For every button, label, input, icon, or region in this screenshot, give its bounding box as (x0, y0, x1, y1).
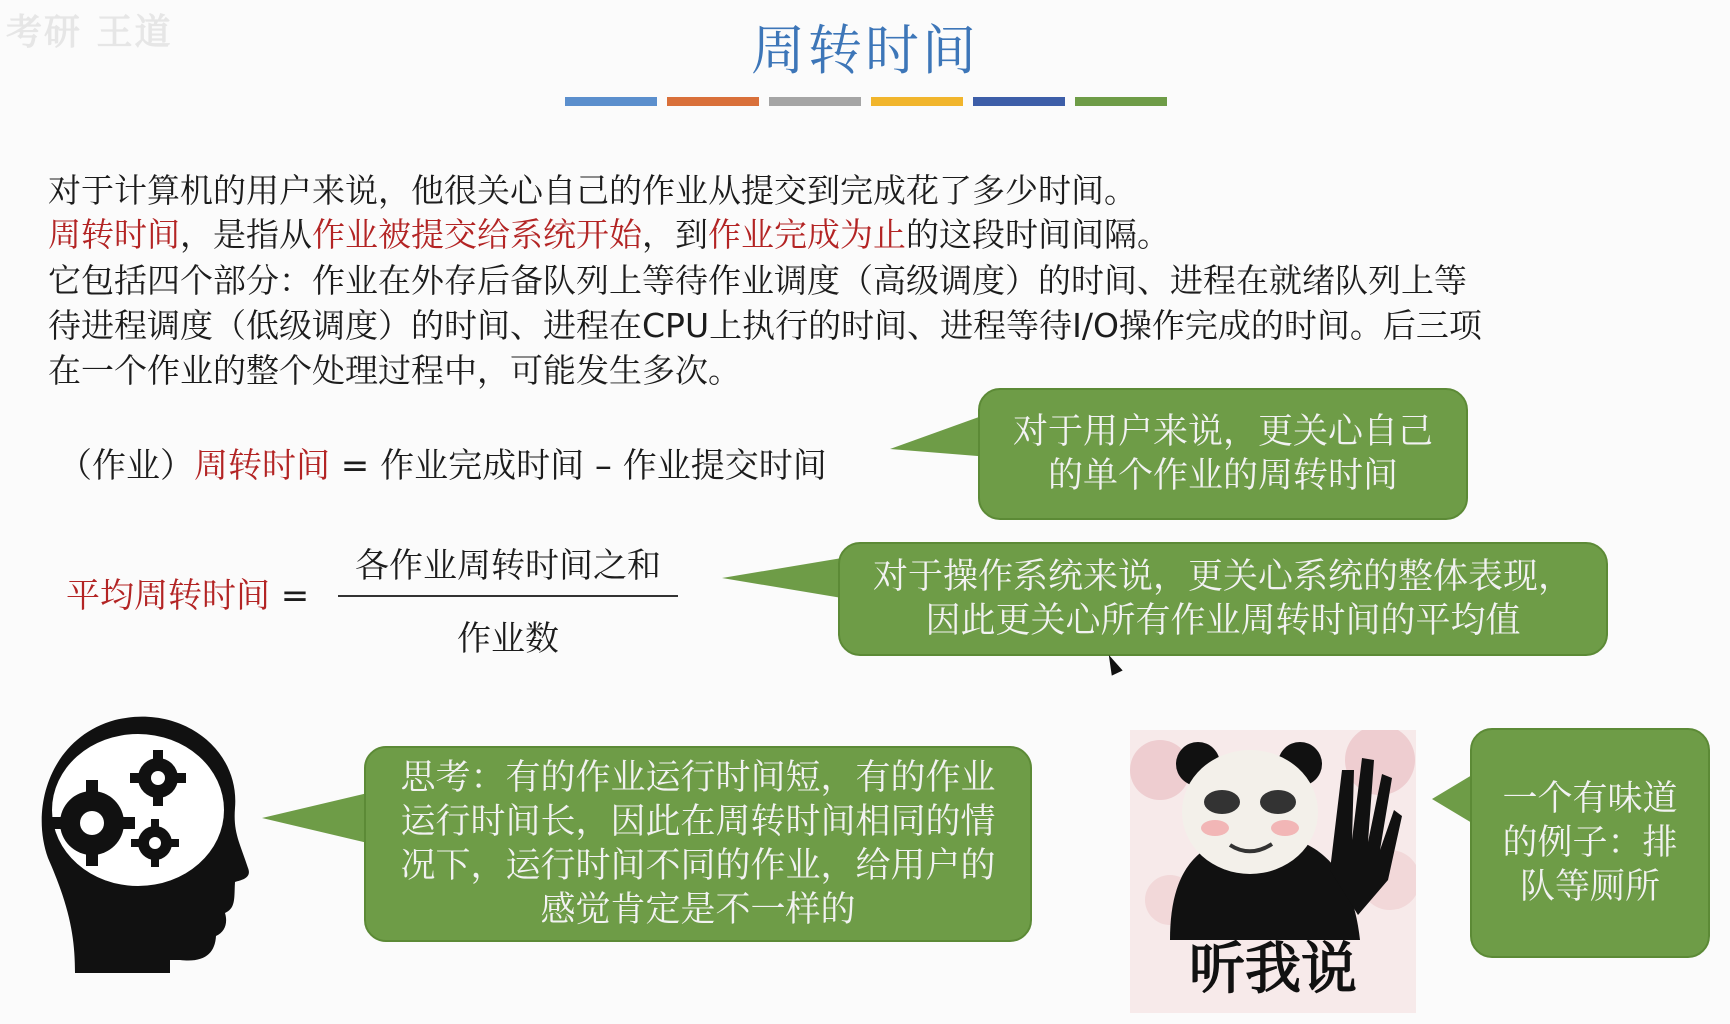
watermark: 考研 王道 (6, 12, 173, 53)
fraction-numerator: 各作业周转时间之和 (338, 538, 678, 597)
turnaround-formula (58, 438, 827, 487)
bubble-example-tail (1432, 775, 1472, 823)
body-line-2 (48, 212, 1688, 257)
color-bar-segment-5 (973, 97, 1065, 106)
body-line-5: 在一个作业的整个处理过程中，可能发生多次。 (48, 351, 741, 390)
body-line-3: 它包括四个部分：作业在外存后备队列上等待作业调度（高级调度）的时间、进程在就绪队列上等 (48, 261, 1467, 300)
bubble-user: 对于用户来说，更关心自己的单个作业的周转时间 (978, 388, 1468, 520)
fraction-denominator: 作业数 (457, 619, 559, 659)
term-submit-start: 作业被提交给系统开始 (312, 215, 642, 254)
color-bar-segment-1 (565, 97, 657, 106)
formula-rest: = 作业完成时间 – 作业提交时间 (330, 446, 827, 486)
head-gears-icon (20, 708, 250, 977)
color-bar-segment-6 (1075, 97, 1167, 106)
term-turnaround: 周转时间 (48, 215, 180, 254)
body-line-1: 对于计算机的用户来说，他很关心自己的作业从提交到完成花了多少时间。 (48, 171, 1137, 210)
bubble-os: 对于操作系统来说，更关心系统的整体表现，因此更关心所有作业周转时间的平均值 (838, 542, 1608, 656)
meme-caption: 听我说 (1189, 937, 1357, 1002)
bubble-user-tail (890, 413, 990, 471)
avg-term: 平均周转时间 (66, 576, 270, 616)
bubble-think-tail (262, 792, 372, 844)
term-finish-end: 作业完成为止 (708, 215, 906, 254)
color-bar-segment-2 (667, 97, 759, 106)
body-text: 的这段时间间隔。 (906, 215, 1170, 254)
formula-term: 周转时间 (194, 446, 330, 486)
formula-prefix: （作业） (58, 446, 194, 486)
body-text: ，到 (642, 215, 708, 254)
body-text: ，是指从 (180, 215, 312, 254)
avg-eq: = (270, 576, 310, 616)
avg-formula-label (66, 568, 309, 617)
color-bar-segment-4 (871, 97, 963, 106)
color-bar-segment-3 (769, 97, 861, 106)
title-color-bar (565, 97, 1167, 106)
body-line-4: 待进程调度（低级调度）的时间、进程在CPU上执行的时间、进程等待I/O操作完成的时间。后三项 (48, 306, 1482, 345)
slide-title: 周转时间 (751, 19, 979, 82)
bubble-example: 一个有味道的例子：排队等厕所 (1470, 728, 1710, 958)
panda-meme-image (1130, 730, 1416, 1013)
bubble-os-tail (722, 558, 842, 598)
avg-formula-fraction (338, 538, 678, 660)
bubble-think: 思考：有的作业运行时间短，有的作业运行时间长，因此在周转时间相同的情况下，运行时间不同的作业，给用户的感觉肯定是不一样的 (364, 746, 1032, 942)
